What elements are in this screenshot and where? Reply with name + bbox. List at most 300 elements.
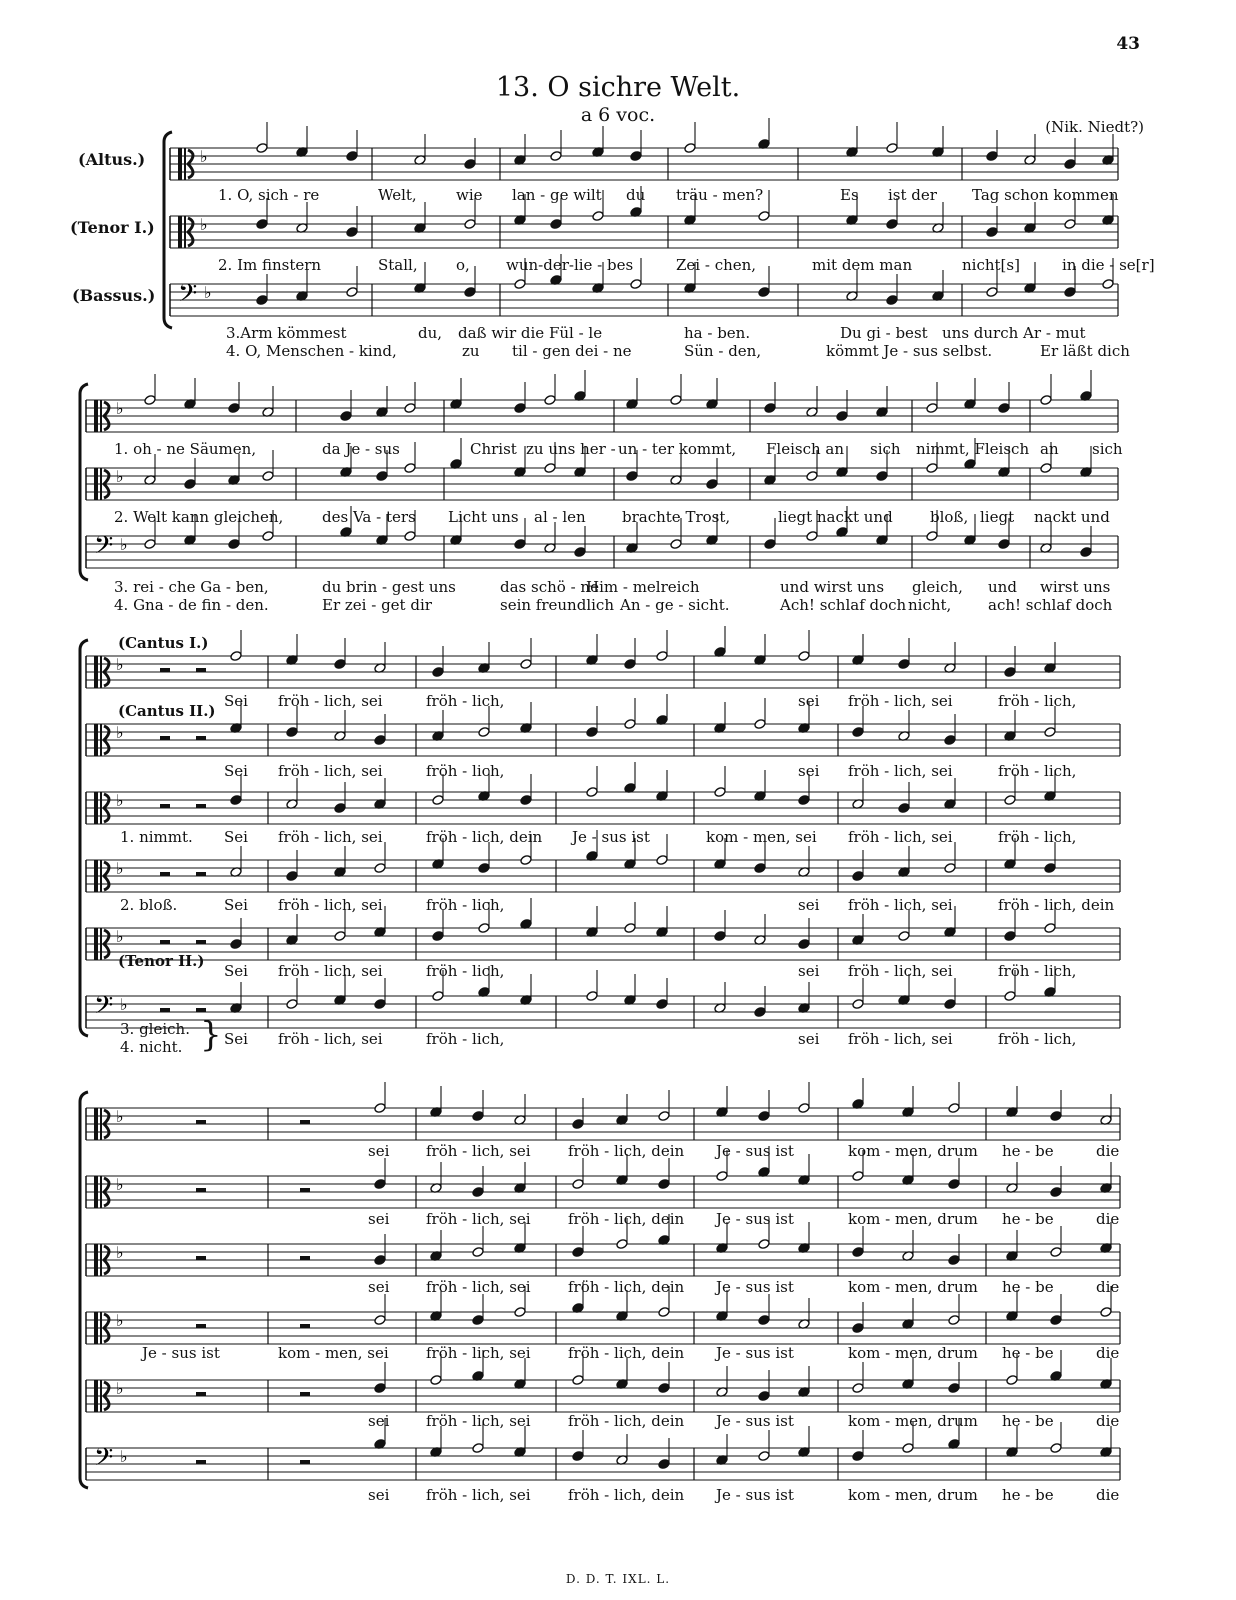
lyric-syllable: Es xyxy=(840,186,859,204)
lyric-syllable: da Je - sus xyxy=(322,440,400,458)
note-head xyxy=(1064,286,1077,297)
note-head xyxy=(592,210,605,221)
rest-icon xyxy=(160,940,170,944)
note-head xyxy=(586,990,599,1001)
lyric-syllable: Him - melreich xyxy=(586,578,700,596)
lyric-syllable: fröh - lich, xyxy=(426,896,505,914)
note-head xyxy=(658,1110,671,1121)
rest-icon xyxy=(300,1460,310,1464)
note-head xyxy=(286,726,299,737)
lyric-syllable: fröh - lich, xyxy=(998,828,1077,846)
note-head xyxy=(986,226,999,237)
lyric-syllable: he - be xyxy=(1002,1142,1054,1160)
note-head xyxy=(986,286,999,297)
lyric-syllable: fröh - lich, sei xyxy=(278,762,383,780)
rest-icon xyxy=(196,1188,206,1192)
lyric-syllable: Sei xyxy=(224,828,248,846)
lyric-syllable: kömmt Je - sus selbst. xyxy=(826,342,993,360)
lyric-syllable: fröh - lich, sei xyxy=(848,896,953,914)
flat-icon: ♭ xyxy=(200,215,208,234)
note-head xyxy=(798,938,811,949)
lyric-syllable: 4. O, Menschen - kind, xyxy=(226,342,397,360)
lyric-syllable: Du gi - best xyxy=(840,324,928,342)
note-head xyxy=(716,1170,729,1181)
lyric-syllable: fröh - lich, dein xyxy=(998,896,1115,914)
note-head xyxy=(550,150,563,161)
note-head xyxy=(464,158,477,169)
lyric-syllable: he - be xyxy=(1002,1344,1054,1362)
c-clef-icon xyxy=(100,1380,102,1412)
lyric-syllable: Je - sus ist xyxy=(716,1142,794,1160)
lyric-syllable: die xyxy=(1096,1142,1120,1160)
note-head xyxy=(754,1006,767,1017)
note-head xyxy=(852,726,865,737)
note-head xyxy=(404,530,417,541)
note-head xyxy=(902,1442,915,1453)
rest-icon xyxy=(160,1008,170,1012)
note-head xyxy=(230,938,243,949)
lyric-syllable: 1. nimmt. xyxy=(120,828,193,846)
lyric-syllable: fröh - lich, xyxy=(998,762,1077,780)
voice-label-tenor-1: (Tenor I.) xyxy=(70,218,155,237)
lyric-syllable: fröh - lich, xyxy=(998,962,1077,980)
c-clef-icon xyxy=(100,1176,102,1208)
lyric-syllable: an xyxy=(1040,440,1059,458)
lyric-syllable: ist der xyxy=(888,186,937,204)
note-head xyxy=(948,1254,961,1265)
rest-icon xyxy=(196,1324,206,1328)
lyric-syllable: fröh - lich, xyxy=(426,1030,505,1048)
note-head xyxy=(1044,726,1057,737)
c-clef-icon xyxy=(100,1312,102,1344)
lyric-syllable: fröh - lich, sei xyxy=(426,1412,531,1430)
lyric-syllable: fröh - lich, dein xyxy=(568,1142,685,1160)
lyric-syllable: Je - sus ist xyxy=(716,1344,794,1362)
lyric-syllable: fröh - lich, dein xyxy=(568,1344,685,1362)
note-head xyxy=(852,870,865,881)
note-head xyxy=(626,470,639,481)
note-head xyxy=(852,1246,865,1257)
rest-icon xyxy=(196,872,206,876)
flat-icon: ♭ xyxy=(116,1311,124,1330)
lyric-syllable: kom - men, drum xyxy=(848,1278,978,1296)
note-head xyxy=(758,1314,771,1325)
lyric-syllable: Je - sus ist xyxy=(572,828,650,846)
voice-label-bassus: (Bassus.) xyxy=(72,286,156,305)
note-head xyxy=(898,658,911,669)
note-head xyxy=(886,294,899,305)
lyric-syllable: die xyxy=(1096,1486,1120,1504)
note-head xyxy=(852,1170,865,1181)
note-head xyxy=(944,734,957,745)
note-head xyxy=(898,930,911,941)
lyric-syllable: fröh - lich, xyxy=(998,1030,1077,1048)
lyric-syllable: sei xyxy=(798,1030,820,1048)
note-head xyxy=(1004,666,1017,677)
rest-icon xyxy=(196,668,206,672)
lyric-syllable: brachte Trost, xyxy=(622,508,731,526)
flat-icon: ♭ xyxy=(120,995,128,1014)
note-head xyxy=(806,470,819,481)
lyric-syllable: sei xyxy=(798,896,820,914)
note-head xyxy=(898,802,911,813)
lyric-syllable: he - be xyxy=(1002,1278,1054,1296)
note-head xyxy=(1006,1374,1019,1385)
note-head xyxy=(758,286,771,297)
note-head xyxy=(432,794,445,805)
note-head xyxy=(836,410,849,421)
lyric-syllable: fröh - lich, sei xyxy=(848,962,953,980)
note-head xyxy=(1050,1110,1063,1121)
lyric-syllable: fröh - lich, dein xyxy=(568,1278,685,1296)
note-head xyxy=(630,150,643,161)
lyric-syllable: he - be xyxy=(1002,1412,1054,1430)
note-head xyxy=(852,998,865,1009)
voice-label-tenor-2: (Tenor II.) xyxy=(118,952,205,970)
note-head xyxy=(876,470,889,481)
note-head xyxy=(758,210,771,221)
bass-clef-icon: 𝄢 xyxy=(178,279,198,314)
lyric-syllable: kom - men, drum xyxy=(848,1486,978,1504)
note-head xyxy=(798,650,811,661)
note-head xyxy=(1004,794,1017,805)
note-head xyxy=(798,794,811,805)
c-clef-icon xyxy=(94,724,98,756)
note-head xyxy=(714,786,727,797)
note-head xyxy=(572,1374,585,1385)
note-head xyxy=(184,478,197,489)
verse-brace: } xyxy=(200,1015,222,1055)
lyric-syllable: die xyxy=(1096,1210,1120,1228)
note-head xyxy=(478,862,491,873)
note-head xyxy=(1080,546,1093,557)
flat-icon: ♭ xyxy=(116,1175,124,1194)
lyric-syllable: ach! schlaf doch xyxy=(988,596,1113,614)
note-head xyxy=(670,538,683,549)
note-head xyxy=(550,218,563,229)
lyric-syllable: liegt nackt und xyxy=(778,508,893,526)
c-clef-icon xyxy=(100,724,102,756)
note-head xyxy=(256,294,269,305)
note-head xyxy=(658,1306,671,1317)
lyric-syllable: 1. oh - ne Säumen, xyxy=(114,440,257,458)
lyric-syllable: wirst uns xyxy=(1040,578,1111,596)
bass-clef-icon: 𝄢 xyxy=(94,531,114,566)
lyric-syllable: bloß, xyxy=(930,508,969,526)
lyric-syllable: fröh - lich, sei xyxy=(426,1210,531,1228)
rest-icon xyxy=(196,804,206,808)
note-head xyxy=(404,402,417,413)
lyric-syllable: Sei xyxy=(224,896,248,914)
rest-icon xyxy=(160,804,170,808)
rest-icon xyxy=(300,1256,310,1260)
note-head xyxy=(998,538,1011,549)
note-head xyxy=(472,1442,485,1453)
flat-icon: ♭ xyxy=(116,723,124,742)
lyric-syllable: kom - men, drum xyxy=(848,1412,978,1430)
c-clef-icon xyxy=(100,468,102,500)
lyric-syllable: Licht uns xyxy=(448,508,519,526)
lyric-syllable: träu - men? xyxy=(676,186,764,204)
rest-icon xyxy=(196,1460,206,1464)
flat-icon: ♭ xyxy=(116,399,124,418)
note-head xyxy=(1050,1186,1063,1197)
note-head xyxy=(754,718,767,729)
flat-icon: ♭ xyxy=(116,655,124,674)
note-head xyxy=(374,1314,387,1325)
verse-4-ending: 4. nicht. xyxy=(120,1038,183,1056)
lyric-syllable: An - ge - sicht. xyxy=(620,596,730,614)
note-head xyxy=(256,142,269,153)
lyric-syllable: fröh - lich, sei xyxy=(278,962,383,980)
note-head xyxy=(286,870,299,881)
note-head xyxy=(374,1102,387,1113)
note-head xyxy=(144,538,157,549)
c-clef-icon xyxy=(94,400,98,432)
c-clef-icon xyxy=(100,1244,102,1276)
system-bracket xyxy=(80,384,88,580)
lyric-syllable: al - len xyxy=(534,508,586,526)
note-head xyxy=(758,1450,771,1461)
note-head xyxy=(586,786,599,797)
note-head xyxy=(944,862,957,873)
rest-icon xyxy=(196,1008,206,1012)
lyric-syllable: fröh - lich, sei xyxy=(426,1486,531,1504)
lyric-syllable: fröh - lich, sei xyxy=(848,828,953,846)
note-head xyxy=(926,402,939,413)
lyric-syllable: Tag schon kommen xyxy=(972,186,1119,204)
lyric-syllable: sich xyxy=(870,440,901,458)
lyric-syllable: daß wir die Fül - le xyxy=(458,324,603,342)
lyric-syllable: 3.Arm kömmest xyxy=(226,324,347,342)
lyric-syllable: sich xyxy=(1092,440,1123,458)
note-head xyxy=(286,998,299,1009)
imprint: D. D. T. IXL. L. xyxy=(565,1572,671,1586)
note-head xyxy=(1102,278,1115,289)
lyric-syllable: 3. rei - che Ga - ben, xyxy=(114,578,269,596)
flat-icon: ♭ xyxy=(116,1379,124,1398)
lyric-syllable: fröh - lich, dein xyxy=(568,1210,685,1228)
rest-icon xyxy=(196,736,206,740)
lyric-syllable: he - be xyxy=(1002,1486,1054,1504)
voice-label-cantus-2: (Cantus II.) xyxy=(118,702,216,720)
lyric-syllable: fröh - lich, sei xyxy=(426,1278,531,1296)
lyric-syllable: 1. O, sich - re xyxy=(218,186,320,204)
note-head xyxy=(656,854,669,865)
lyric-syllable: Sün - den, xyxy=(684,342,762,360)
note-head xyxy=(658,1382,671,1393)
note-head xyxy=(624,718,637,729)
note-head xyxy=(706,478,719,489)
note-head xyxy=(852,1450,865,1461)
lyric-syllable: Je - sus ist xyxy=(716,1278,794,1296)
lyric-syllable: Stall, xyxy=(378,256,418,274)
flat-icon: ♭ xyxy=(120,1447,128,1466)
note-head xyxy=(806,530,819,541)
note-head xyxy=(346,286,359,297)
note-head xyxy=(478,726,491,737)
lyric-syllable: fröh - lich, sei xyxy=(426,1142,531,1160)
rest-icon xyxy=(300,1120,310,1124)
lyric-syllable: fröh - lich, sei xyxy=(848,762,953,780)
lyric-syllable: fröh - lich, xyxy=(998,692,1077,710)
note-head xyxy=(944,998,957,1009)
c-clef-icon xyxy=(94,1380,98,1412)
piece-title: 13. O sichre Welt. xyxy=(495,72,741,103)
c-clef-icon xyxy=(94,1244,98,1276)
note-head xyxy=(346,226,359,237)
note-head xyxy=(514,402,527,413)
note-head xyxy=(630,278,643,289)
lyric-syllable: nicht[s] xyxy=(962,256,1020,274)
lyric-syllable: fröh - lich, dein xyxy=(568,1412,685,1430)
lyric-syllable: til - gen dei - ne xyxy=(512,342,632,360)
note-head xyxy=(472,1110,485,1121)
note-head xyxy=(572,1246,585,1257)
lyric-syllable: sei xyxy=(368,1412,390,1430)
note-head xyxy=(432,930,445,941)
lyric-syllable: 2. Im finstern xyxy=(218,256,322,274)
c-clef-icon xyxy=(178,216,182,248)
lyric-syllable: Sei xyxy=(224,692,248,710)
page-number: 43 xyxy=(1116,34,1140,54)
note-head xyxy=(616,1238,629,1249)
lyric-syllable: kom - men, drum xyxy=(848,1210,978,1228)
lyric-syllable: sei xyxy=(798,962,820,980)
c-clef-icon xyxy=(94,1312,98,1344)
note-head xyxy=(464,286,477,297)
lyric-syllable: Sei xyxy=(224,762,248,780)
note-head xyxy=(464,218,477,229)
lyric-syllable: Sei xyxy=(224,1030,248,1048)
note-head xyxy=(334,658,347,669)
note-head xyxy=(574,546,587,557)
note-head xyxy=(1044,862,1057,873)
note-head xyxy=(948,1178,961,1189)
rest-icon xyxy=(160,736,170,740)
note-head xyxy=(520,658,533,669)
note-head xyxy=(1050,1246,1063,1257)
lyric-syllable: fröh - lich, sei xyxy=(278,1030,383,1048)
lyric-syllable: sei xyxy=(798,692,820,710)
note-head xyxy=(230,794,243,805)
lyric-syllable: Welt, xyxy=(378,186,417,204)
note-head xyxy=(852,1382,865,1393)
note-head xyxy=(432,666,445,677)
note-head xyxy=(376,470,389,481)
lyric-syllable: kom - men, drum xyxy=(848,1344,978,1362)
lyric-syllable: wie xyxy=(456,186,483,204)
rest-icon xyxy=(160,668,170,672)
c-clef-icon xyxy=(178,148,182,180)
note-head xyxy=(334,930,347,941)
lyric-syllable: lan - ge wilt xyxy=(512,186,602,204)
note-head xyxy=(374,998,387,1009)
lyric-syllable: Je - sus ist xyxy=(716,1210,794,1228)
note-head xyxy=(656,650,669,661)
c-clef-icon xyxy=(94,1176,98,1208)
lyric-syllable: nackt und xyxy=(1034,508,1110,526)
note-head xyxy=(658,1178,671,1189)
note-head xyxy=(478,922,491,933)
c-clef-icon xyxy=(94,656,98,688)
c-clef-icon xyxy=(94,468,98,500)
note-head xyxy=(754,862,767,873)
note-head xyxy=(886,142,899,153)
c-clef-icon xyxy=(184,148,186,180)
composer-attribution: (Nik. Niedt?) xyxy=(1045,118,1144,136)
note-head xyxy=(374,1382,387,1393)
note-head xyxy=(1100,1306,1113,1317)
lyric-syllable: kom - men, sei xyxy=(278,1344,389,1362)
lyric-syllable: liegt xyxy=(980,508,1015,526)
note-head xyxy=(144,394,157,405)
lyric-syllable: fröh - lich, sei xyxy=(848,692,953,710)
note-head xyxy=(572,1118,585,1129)
note-head xyxy=(758,1238,771,1249)
rest-icon xyxy=(300,1392,310,1396)
lyric-syllable: in die - se[r] xyxy=(1062,256,1155,274)
lyric-syllable: fröh - lich, xyxy=(426,692,505,710)
note-head xyxy=(544,462,557,473)
lyric-syllable: Sei xyxy=(224,962,248,980)
voice-label-altus: (Altus.) xyxy=(78,150,146,169)
note-head xyxy=(656,998,669,1009)
rest-icon xyxy=(196,940,206,944)
voicing-note: a 6 voc. xyxy=(580,104,656,126)
lyric-syllable: zu xyxy=(462,342,480,360)
note-head xyxy=(374,1178,387,1189)
lyric-syllable: das schö - ne xyxy=(500,578,599,596)
lyric-syllable: 2. Welt kann gleichen, xyxy=(114,508,284,526)
lyric-syllable: fröh - lich, sei xyxy=(278,828,383,846)
note-head xyxy=(948,1314,961,1325)
lyric-syllable: du brin - gest uns xyxy=(322,578,456,596)
lyric-syllable: uns durch Ar - mut xyxy=(942,324,1086,342)
note-head xyxy=(230,650,243,661)
note-head xyxy=(262,530,275,541)
note-head xyxy=(520,854,533,865)
lyric-syllable: kom - men, drum xyxy=(848,1142,978,1160)
lyric-syllable: fröh - lich, sei xyxy=(278,896,383,914)
lyric-syllable: un - ter kommt, xyxy=(618,440,737,458)
flat-icon: ♭ xyxy=(116,859,124,878)
lyric-syllable: Je - sus ist xyxy=(716,1412,794,1430)
c-clef-icon xyxy=(100,656,102,688)
note-head xyxy=(670,394,683,405)
note-head xyxy=(572,1450,585,1461)
note-head xyxy=(658,1458,671,1469)
note-head xyxy=(374,862,387,873)
note-head xyxy=(624,922,637,933)
note-head xyxy=(1040,462,1053,473)
note-head xyxy=(572,1178,585,1189)
note-head xyxy=(764,538,777,549)
note-head xyxy=(374,1254,387,1265)
note-head xyxy=(1004,990,1017,1001)
lyric-syllable: fröh - lich, sei xyxy=(848,1030,953,1048)
lyric-syllable: mit dem man xyxy=(812,256,913,274)
note-head xyxy=(472,1314,485,1325)
lyric-syllable: die xyxy=(1096,1344,1120,1362)
note-head xyxy=(228,538,241,549)
lyric-syllable: Je - sus ist xyxy=(716,1486,794,1504)
note-head xyxy=(520,794,533,805)
flat-icon: ♭ xyxy=(116,927,124,946)
note-head xyxy=(334,802,347,813)
c-clef-icon xyxy=(100,792,102,824)
c-clef-icon xyxy=(94,1108,98,1140)
